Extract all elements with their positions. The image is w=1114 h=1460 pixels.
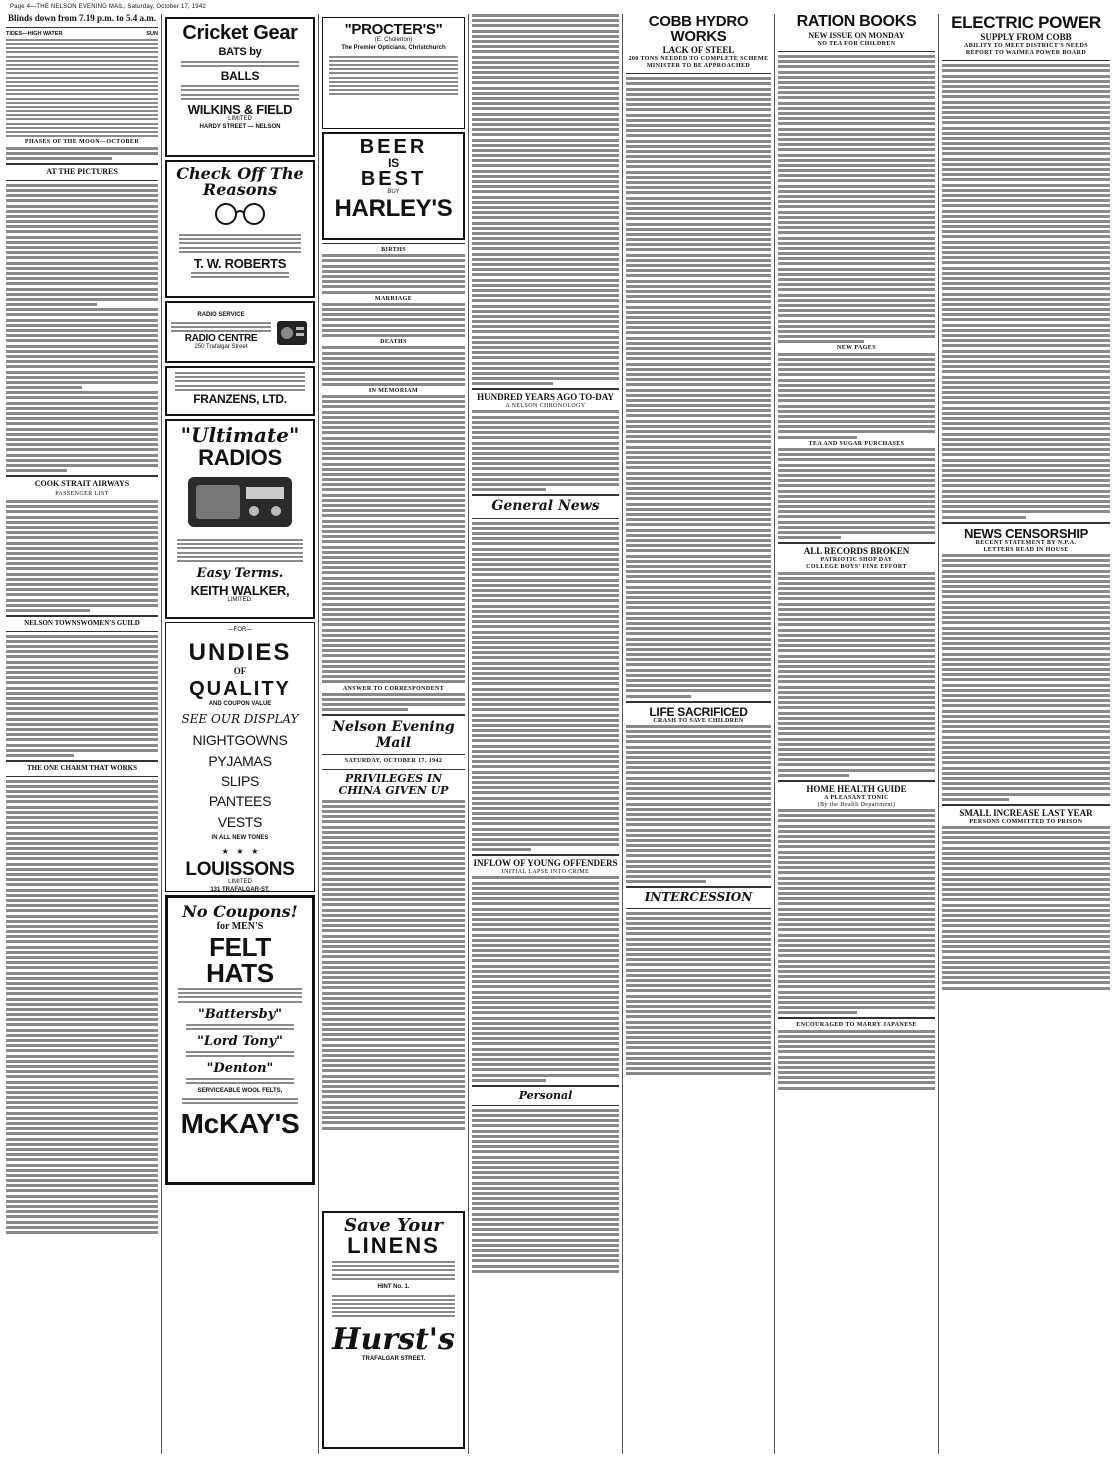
electric-heading: ELECTRIC POWER	[951, 14, 1101, 32]
column-4	[472, 14, 619, 1454]
airways-heading: COOK STRAIT AIRWAYS	[34, 479, 130, 489]
page-folio: Page 4—THE NELSON EVENING MAIL, Saturday, October 17, 1942	[10, 4, 206, 10]
radio-service: RADIO SERVICE	[197, 311, 245, 318]
louissons-limited: LIMITED	[228, 878, 252, 885]
records-article	[778, 572, 935, 777]
radio-centre: RADIO CENTRE	[184, 333, 258, 345]
passenger-list	[6, 500, 158, 612]
column-6	[778, 14, 935, 1454]
article-continued	[472, 14, 619, 385]
marriage-heading: MARRIAGE	[374, 295, 413, 302]
new-tones: IN ALL NEW TONES	[211, 834, 269, 841]
felt-hats: FELT HATS	[206, 932, 274, 988]
inflow-sub: INITIAL LAPSE INTO CRIME	[501, 869, 590, 876]
buy-word: BUY	[387, 189, 400, 195]
hursts-linens-ad	[322, 1211, 465, 1449]
chronology-sub: A NELSON CHRONOLOGY	[505, 403, 586, 410]
for-mens: for MEN'S	[216, 921, 264, 932]
lord-tony: "Lord Tony"	[197, 1033, 283, 1049]
quality-title: QUALITY	[189, 677, 291, 700]
column-2-ads	[165, 14, 315, 1454]
personal-article	[472, 1109, 619, 1273]
ability-needs: ABILITY TO MEET DISTRICT'S NEEDS	[964, 42, 1088, 49]
harleys-name: HARLEY'S	[334, 194, 453, 222]
personal-heading: Personal	[518, 1088, 573, 1102]
cobb-article	[626, 77, 771, 697]
college-effort: COLLEGE BOYS' FINE EFFORT	[806, 564, 907, 571]
column-1	[6, 14, 158, 1454]
pleasant-tonic: A PLEASANT TONIC	[824, 794, 889, 801]
guild-article	[6, 635, 158, 757]
inflow-article	[472, 876, 619, 1081]
item-vests: VESTS	[217, 813, 263, 830]
column-rule	[774, 14, 775, 1454]
save-your: Save Your	[344, 1215, 443, 1236]
franzens-name: FRANZENS, LTD.	[193, 391, 287, 406]
sun-heading: SUN	[146, 30, 158, 37]
undies-for: —FOR—	[227, 627, 253, 633]
star-ornament: ★ ★ ★	[221, 846, 259, 856]
column-rule	[622, 14, 623, 1454]
procters-ad	[322, 17, 465, 129]
tides-heading: TIDES—HIGH WATER	[6, 30, 63, 37]
patriotic-shop-day: PATRIOTIC SHOP DAY	[820, 557, 893, 564]
health-department: (By the Health Department)	[817, 801, 896, 808]
procters-tagline: The Premier Opticians, Christchurch	[341, 44, 446, 51]
crash-sub: CRASH TO SAVE CHILDREN	[653, 717, 744, 724]
undies-of: OF	[233, 665, 247, 676]
serviceable-felts: SERVICEABLE WOOL FELTS,	[197, 1088, 283, 1095]
increase-heading: SMALL INCREASE LAST YEAR	[959, 807, 1093, 818]
column-7	[942, 14, 1110, 1454]
ultimate-title: "Ultimate"	[180, 423, 300, 447]
wilkins-limited: LIMITED	[228, 115, 252, 122]
privileges-heading: PRIVILEGES IN CHINA GIVEN UP	[338, 771, 449, 797]
pictures-article	[6, 184, 158, 472]
linens-word: LINENS	[347, 1233, 440, 1258]
electric-article	[942, 64, 1110, 518]
linens-ad-wrapper	[322, 1208, 465, 1452]
censorship-article	[942, 554, 1110, 801]
hint-number: HINT No. 1.	[377, 1283, 410, 1290]
records-heading: ALL RECORDS BROKEN	[803, 546, 910, 557]
inflow-heading: INFLOW OF YOUNG OFFENDERS	[473, 858, 618, 869]
franzens-ad	[165, 366, 315, 416]
supply-cobb: SUPPLY FROM COBB	[980, 32, 1072, 42]
is-word: IS	[388, 156, 399, 170]
recent-statement: RECENT STATEMENT BY N.P.A.	[975, 539, 1077, 546]
louissons-name: LOUISSONS	[185, 858, 295, 880]
keith-walker: KEITH WALKER,	[190, 582, 290, 598]
column-rule	[938, 14, 939, 1454]
cobb-heading: COBB HYDRO WORKS	[648, 14, 749, 45]
home-health-heading: HOME HEALTH GUIDE	[806, 783, 907, 794]
tons-needed: 200 TONS NEEDED TO COMPLETE SCHEME	[628, 55, 769, 62]
harleys-beer-ad	[322, 132, 465, 240]
deaths-heading: DEATHS	[380, 339, 407, 346]
editorial-article	[322, 800, 465, 1130]
health-article	[778, 809, 935, 1014]
undies-ad	[165, 622, 315, 892]
new-issue: NEW ISSUE ON MONDAY	[808, 31, 905, 40]
cricket-gear-ad	[165, 17, 315, 157]
ration-heading: RATION BOOKS	[796, 14, 917, 30]
charm-article	[6, 780, 158, 1234]
hursts-name: Hurst's	[332, 1322, 455, 1358]
radios-title: RADIOS	[198, 445, 282, 470]
item-nightgowns: NIGHTGOWNS	[192, 732, 288, 749]
column-rule	[468, 14, 469, 1454]
see-display: SEE OUR DISPLAY	[181, 712, 299, 727]
masthead-date: SATURDAY, OCTOBER 17, 1942	[344, 758, 443, 765]
hundred-years-heading: HUNDRED YEARS AGO TO-DAY	[477, 392, 614, 403]
new-pages: NEW PAGES	[837, 345, 876, 352]
easy-terms: Easy Terms.	[196, 565, 284, 581]
tea-sugar: TEA AND SUGAR PURCHASES	[808, 440, 905, 447]
coupon-value: AND COUPON VALUE	[208, 700, 272, 707]
intercession-heading: INTERCESSION	[644, 890, 753, 905]
mckays-hats-ad	[165, 895, 315, 1185]
answer-heading: ANSWER TO CORRESPONDENT	[342, 685, 445, 692]
radio-icon	[275, 315, 309, 349]
radio-address: 250 Trafalgar Street	[194, 344, 248, 351]
louissons-address: 131 TRAFALGAR-ST.	[210, 886, 270, 893]
ultimate-radios-ad	[165, 419, 315, 619]
undies-title: UNDIES	[188, 638, 292, 666]
lack-steel: LACK OF STEEL	[662, 45, 735, 55]
balls-line: BALLS	[220, 69, 260, 84]
tide-table	[6, 39, 158, 137]
passenger-list-heading: PASSENGER LIST	[55, 490, 109, 497]
roberts-name: T. W. ROBERTS	[193, 255, 287, 271]
censorship-heading: NEWS CENSORSHIP	[963, 525, 1089, 541]
prison-article	[942, 826, 1110, 990]
pictures-heading: AT THE PICTURES	[46, 166, 118, 176]
column-rule	[161, 14, 162, 1454]
item-pantees: PANTEES	[208, 793, 272, 810]
no-coupons: No Coupons!	[182, 902, 298, 921]
best-word: BEST	[360, 168, 427, 190]
charm-heading: THE ONE CHARM THAT WORKS	[27, 763, 137, 772]
item-pyjamas: PYJAMAS	[208, 752, 272, 769]
report-waimea: REPORT TO WAIMEA POWER BOARD	[965, 50, 1087, 57]
battersby: "Battersby"	[197, 1006, 283, 1022]
optician-ad	[165, 160, 315, 298]
intercession-article	[626, 912, 771, 1076]
minister-approached: MINISTER TO BE APPROACHED	[646, 63, 751, 70]
hursts-address: TRAFALGAR STREET.	[361, 1356, 426, 1363]
general-news-heading: General News	[491, 498, 600, 515]
births-heading: BIRTHS	[381, 247, 406, 253]
guild-heading: NELSON TOWNSWOMEN'S GUILD	[24, 618, 140, 627]
general-news-article	[472, 522, 619, 852]
column-5	[626, 14, 771, 1454]
no-tea: NO TEA FOR CHILDREN	[817, 40, 896, 47]
life-article	[626, 725, 771, 884]
cricket-title: Cricket Gear	[182, 22, 298, 44]
memoriam-heading: IN MEMORIAM	[368, 387, 419, 394]
beer-word: BEER	[359, 136, 428, 158]
life-sacrificed-heading: LIFE SACRIFICED	[649, 704, 748, 719]
keith-limited: LIMITED.	[227, 596, 253, 603]
procters-name: "PROCTER'S"	[344, 21, 443, 38]
ration-article	[778, 55, 935, 343]
marry-japanese: ENCOURAGED TO MARRY JAPANESE	[796, 1022, 917, 1029]
radio-set-illustration	[180, 471, 300, 531]
memoriam-notices	[322, 395, 465, 683]
letters-read: LETTERS READ IN HOUSE	[983, 546, 1069, 553]
moon-phases-heading: PHASES OF THE MOON—OCTOBER	[24, 139, 140, 146]
procters-sub: (E. Cholerton)	[374, 37, 413, 43]
mckays-name: McKAY'S	[180, 1108, 300, 1140]
masthead: Nelson Evening Mail	[332, 719, 455, 752]
wilkins-field: WILKINS & FIELD	[187, 101, 293, 117]
spectacles-icon	[210, 201, 270, 227]
denton: "Denton"	[206, 1060, 274, 1076]
wilkins-address: HARDY STREET — NELSON	[199, 123, 281, 130]
check-reasons: Check Off The Reasons	[176, 164, 304, 199]
radio-centre-ad	[165, 301, 315, 363]
persons-committed: PERSONS COMMITTED TO PRISON	[969, 818, 1083, 825]
bats-line: BATS by	[218, 46, 262, 58]
item-slips: SLIPS	[220, 773, 260, 790]
column-rule	[318, 14, 319, 1454]
blinds-notice: Blinds down from 7.19 p.m. to 5.4 a.m.	[7, 14, 157, 23]
